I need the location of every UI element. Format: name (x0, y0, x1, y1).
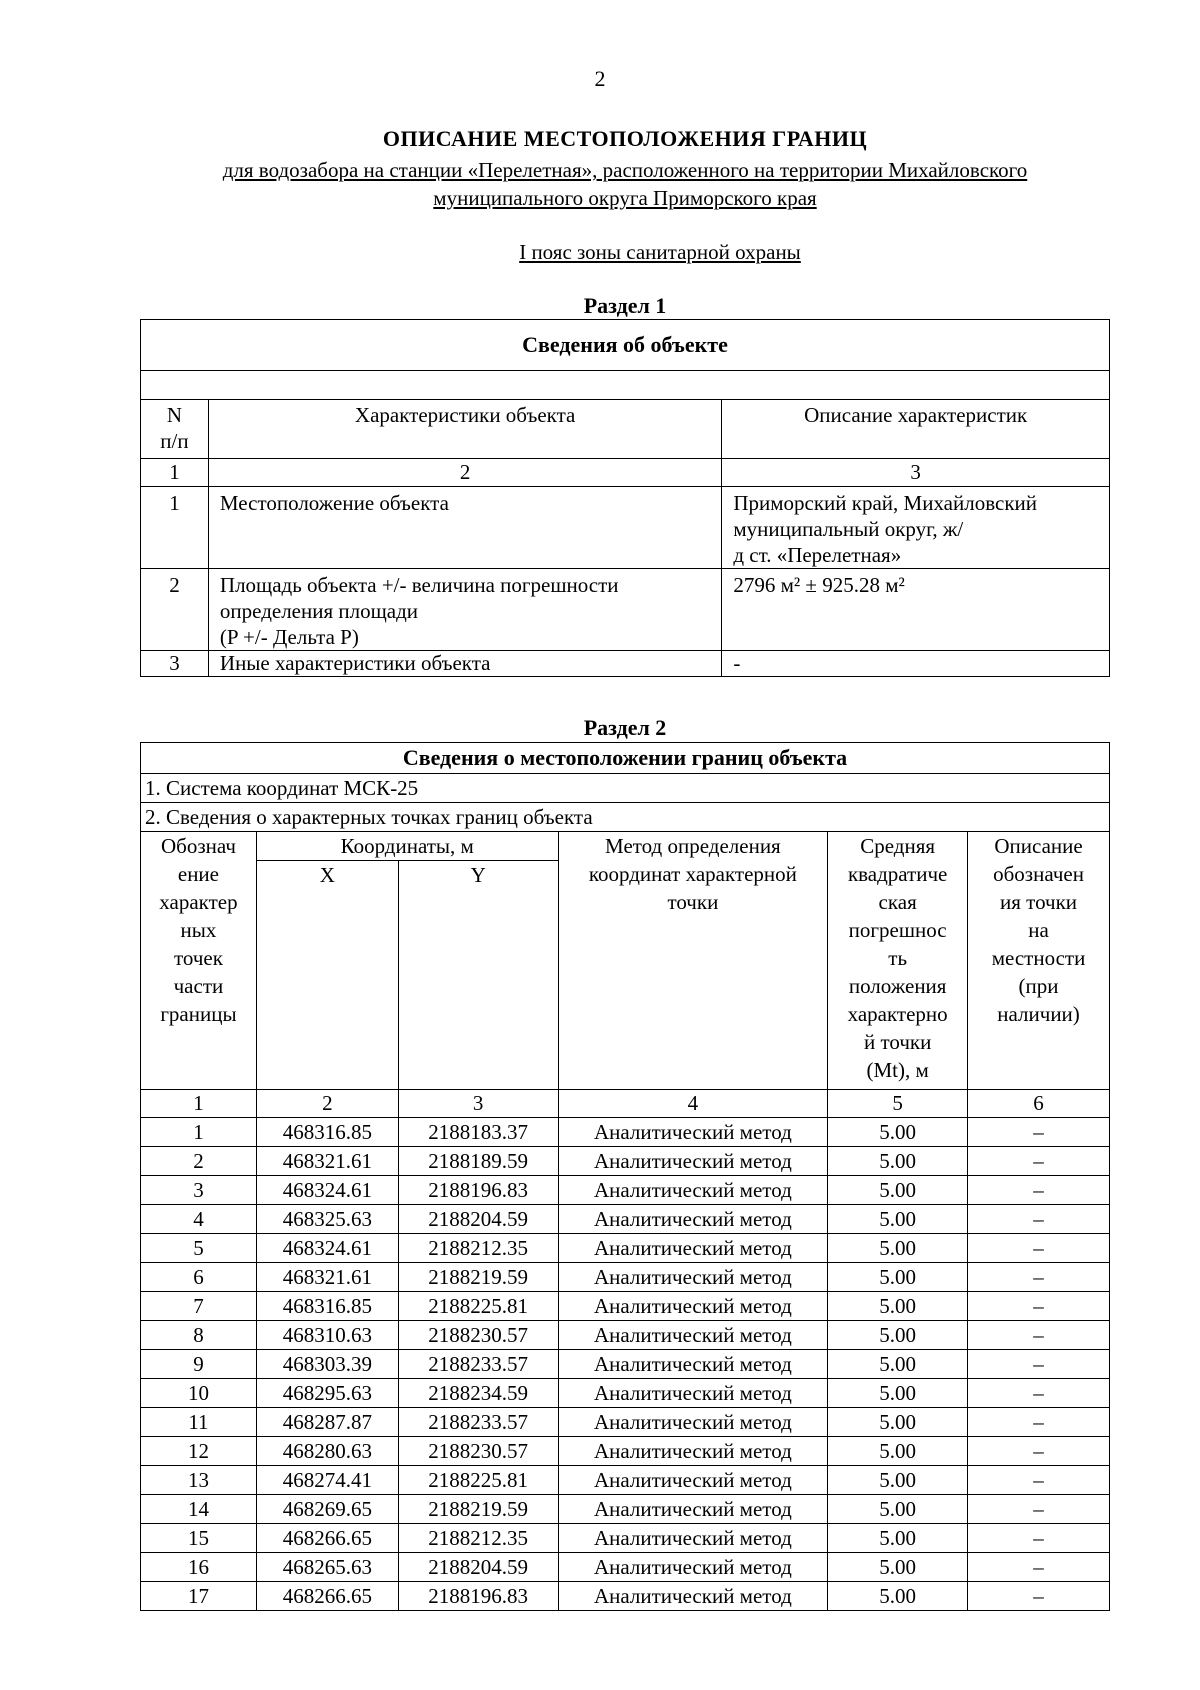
table-row (141, 1118, 1110, 1147)
description-line: - (733, 651, 741, 675)
point-description: – (968, 1379, 1110, 1408)
table-row (141, 1495, 1110, 1524)
column-number: 1 (141, 1090, 257, 1118)
column-number: 2 (256, 1090, 398, 1118)
point-method: Аналитический метод (558, 1553, 828, 1582)
point-x: 468280.63 (256, 1437, 398, 1466)
point-method: Аналитический метод (558, 1321, 828, 1350)
point-x: 468321.61 (256, 1147, 398, 1176)
header-coordinates: Координаты, м (256, 832, 558, 861)
characteristic-line: (P +/- Дельта P) (219, 625, 359, 649)
point-y: 2188225.81 (398, 1466, 558, 1495)
header-line: точки (667, 890, 719, 914)
point-x: 468303.39 (256, 1350, 398, 1379)
point-designation: 13 (141, 1466, 257, 1495)
characteristic-line: Площадь объекта +/- величина погрешности (219, 573, 619, 597)
blank-row (141, 371, 1110, 400)
description-cell (722, 487, 1110, 569)
header-line: ть (888, 946, 908, 970)
point-error: 5.00 (828, 1524, 968, 1553)
point-description: – (968, 1118, 1110, 1147)
header-x: X (256, 861, 398, 1090)
column-number: 1 (141, 459, 209, 487)
table-row (141, 1147, 1110, 1176)
point-error: 5.00 (828, 1350, 968, 1379)
characteristic-cell (208, 569, 721, 651)
point-description: – (968, 1292, 1110, 1321)
point-method: Аналитический метод (558, 1147, 828, 1176)
document-subtitle (140, 156, 1110, 212)
header-line: точек (173, 946, 223, 970)
point-x: 468325.63 (256, 1205, 398, 1234)
characteristic-line: определения площади (219, 599, 419, 623)
header-number-line-1: N (166, 403, 183, 427)
point-designation: 7 (141, 1292, 257, 1321)
column-number: 3 (722, 459, 1110, 487)
point-y: 2188183.37 (398, 1118, 558, 1147)
header-line: Метод определения (605, 834, 781, 858)
point-description: – (968, 1176, 1110, 1205)
point-designation: 2 (141, 1147, 257, 1176)
point-designation: 11 (141, 1408, 257, 1437)
point-description: – (968, 1553, 1110, 1582)
coordinate-system: 1. Система координат МСК-25 (141, 774, 1110, 803)
description-line: Приморский край, Михайловский (733, 491, 1038, 515)
point-y: 2188212.35 (398, 1524, 558, 1553)
point-designation: 12 (141, 1437, 257, 1466)
point-x: 468266.65 (256, 1524, 398, 1553)
header-error (828, 832, 968, 1090)
header-point-description (968, 832, 1110, 1090)
point-error: 5.00 (828, 1234, 968, 1263)
header-line: (при (1018, 974, 1059, 998)
point-method: Аналитический метод (558, 1437, 828, 1466)
point-designation: 5 (141, 1234, 257, 1263)
table-row (141, 1292, 1110, 1321)
table-row (141, 1205, 1110, 1234)
header-line: ных (180, 918, 217, 942)
table-row (141, 1466, 1110, 1495)
point-y: 2188234.59 (398, 1379, 558, 1408)
point-error: 5.00 (828, 1263, 968, 1292)
point-y: 2188196.83 (398, 1582, 558, 1611)
point-designation: 16 (141, 1553, 257, 1582)
point-x: 468324.61 (256, 1234, 398, 1263)
header-line: й точки (863, 1030, 932, 1054)
column-number: 4 (558, 1090, 828, 1118)
point-error: 5.00 (828, 1118, 968, 1147)
header-line: координат характерной (588, 862, 797, 886)
characteristic-line: Местоположение объекта (219, 491, 449, 515)
point-y: 2188225.81 (398, 1292, 558, 1321)
table-row (141, 487, 1110, 569)
header-line: обозначен (993, 862, 1084, 886)
point-y: 2188233.57 (398, 1350, 558, 1379)
table-row (141, 1408, 1110, 1437)
header-number (141, 400, 209, 459)
header-description: Описание характеристик (722, 400, 1110, 459)
point-designation: 15 (141, 1524, 257, 1553)
point-error: 5.00 (828, 1582, 968, 1611)
point-description: – (968, 1466, 1110, 1495)
point-error: 5.00 (828, 1379, 968, 1408)
point-x: 468295.63 (256, 1379, 398, 1408)
description-cell (722, 651, 1110, 677)
table-row (141, 1582, 1110, 1611)
table-row (141, 1350, 1110, 1379)
points-info: 2. Сведения о характерных точках границ объекта (141, 803, 1110, 832)
column-number: 5 (828, 1090, 968, 1118)
point-error: 5.00 (828, 1437, 968, 1466)
point-x: 468265.63 (256, 1553, 398, 1582)
table-row (141, 651, 1110, 677)
point-method: Аналитический метод (558, 1176, 828, 1205)
point-method: Аналитический метод (558, 1466, 828, 1495)
point-y: 2188219.59 (398, 1495, 558, 1524)
description-line: 2796 м² ± 925.28 м² (733, 573, 905, 597)
point-description: – (968, 1582, 1110, 1611)
header-method (558, 832, 828, 1090)
point-method: Аналитический метод (558, 1495, 828, 1524)
description-line: д ст. «Перелетная» (733, 543, 902, 567)
point-x: 468274.41 (256, 1466, 398, 1495)
point-error: 5.00 (828, 1292, 968, 1321)
object-info-title: Сведения об объекте (141, 320, 1110, 371)
point-error: 5.00 (828, 1466, 968, 1495)
point-method: Аналитический метод (558, 1582, 828, 1611)
point-y: 2188196.83 (398, 1176, 558, 1205)
subtitle-line-2: муниципального округа Приморского края (433, 186, 817, 210)
section-1-heading: Раздел 1 (583, 293, 667, 318)
header-line: Обознач (160, 834, 236, 858)
point-x: 468310.63 (256, 1321, 398, 1350)
point-designation: 3 (141, 1176, 257, 1205)
table-row (141, 1234, 1110, 1263)
point-method: Аналитический метод (558, 1379, 828, 1408)
point-method: Аналитический метод (558, 1408, 828, 1437)
subtitle-line-1: для водозабора на станции «Перелетная», расположенного на территории Михайловского (222, 158, 1028, 182)
boundary-points-table (140, 742, 1110, 1611)
point-description: – (968, 1147, 1110, 1176)
header-line: границы (160, 1002, 237, 1026)
point-x: 468287.87 (256, 1408, 398, 1437)
table-row (141, 1176, 1110, 1205)
point-y: 2188219.59 (398, 1263, 558, 1292)
header-number-line-2: п/п (160, 429, 189, 453)
header-line: местности (991, 946, 1086, 970)
point-description: – (968, 1263, 1110, 1292)
point-description: – (968, 1205, 1110, 1234)
point-designation: 1 (141, 1118, 257, 1147)
header-line: характер (159, 890, 238, 914)
point-x: 468316.85 (256, 1292, 398, 1321)
point-designation: 14 (141, 1495, 257, 1524)
point-y: 2188230.57 (398, 1321, 558, 1350)
document-title: ОПИСАНИЕ МЕСТОПОЛОЖЕНИЯ ГРАНИЦ (382, 126, 868, 151)
point-designation: 4 (141, 1205, 257, 1234)
table-row (141, 1321, 1110, 1350)
table-row (141, 1553, 1110, 1582)
point-error: 5.00 (828, 1408, 968, 1437)
point-method: Аналитический метод (558, 1205, 828, 1234)
point-error: 5.00 (828, 1553, 968, 1582)
point-method: Аналитический метод (558, 1350, 828, 1379)
header-line: характерно (847, 1002, 948, 1026)
point-description: – (968, 1408, 1110, 1437)
point-x: 468321.61 (256, 1263, 398, 1292)
description-cell (722, 569, 1110, 651)
point-description: – (968, 1437, 1110, 1466)
row-number: 2 (141, 569, 209, 651)
point-x: 468266.65 (256, 1582, 398, 1611)
point-y: 2188204.59 (398, 1553, 558, 1582)
header-characteristics: Характеристики объекта (208, 400, 721, 459)
point-designation: 9 (141, 1350, 257, 1379)
header-line: (Mt), м (866, 1058, 929, 1082)
header-line: Описание (994, 834, 1083, 858)
table-row (141, 1437, 1110, 1466)
point-y: 2188233.57 (398, 1408, 558, 1437)
header-line: квадратиче (847, 862, 948, 886)
point-error: 5.00 (828, 1147, 968, 1176)
point-designation: 10 (141, 1379, 257, 1408)
characteristic-cell (208, 487, 721, 569)
header-line: ение (177, 862, 219, 886)
sanitary-zone-belt: I пояс зоны санитарной охраны (519, 240, 801, 264)
point-designation: 17 (141, 1582, 257, 1611)
boundary-info-title: Сведения о местоположении границ объекта (141, 743, 1110, 774)
point-y: 2188204.59 (398, 1205, 558, 1234)
section-2-heading: Раздел 2 (583, 715, 667, 740)
object-info-table (140, 319, 1110, 677)
table-row (141, 1379, 1110, 1408)
point-description: – (968, 1234, 1110, 1263)
point-method: Аналитический метод (558, 1234, 828, 1263)
column-number: 2 (208, 459, 721, 487)
point-error: 5.00 (828, 1321, 968, 1350)
header-line: на (1028, 918, 1049, 942)
table-row (141, 1263, 1110, 1292)
point-x: 468324.61 (256, 1176, 398, 1205)
point-method: Аналитический метод (558, 1292, 828, 1321)
point-description: – (968, 1350, 1110, 1379)
point-method: Аналитический метод (558, 1263, 828, 1292)
point-y: 2188189.59 (398, 1147, 558, 1176)
characteristic-line: Иные характеристики объекта (219, 651, 491, 675)
description-line: муниципальный округ, ж/ (733, 517, 964, 541)
column-number: 3 (398, 1090, 558, 1118)
point-error: 5.00 (828, 1495, 968, 1524)
point-description: – (968, 1321, 1110, 1350)
characteristic-cell (208, 651, 721, 677)
point-x: 468269.65 (256, 1495, 398, 1524)
header-line: погрешнос (848, 918, 947, 942)
header-line: положения (848, 974, 947, 998)
page-number: 2 (594, 66, 606, 91)
point-method: Аналитический метод (558, 1118, 828, 1147)
point-description: – (968, 1524, 1110, 1553)
header-y: Y (398, 861, 558, 1090)
row-number: 3 (141, 651, 209, 677)
point-designation: 6 (141, 1263, 257, 1292)
header-line: части (173, 974, 224, 998)
header-line: Средняя (860, 834, 936, 858)
point-method: Аналитический метод (558, 1524, 828, 1553)
point-error: 5.00 (828, 1176, 968, 1205)
point-description: – (968, 1495, 1110, 1524)
row-number: 1 (141, 487, 209, 569)
header-designation (141, 832, 257, 1090)
point-error: 5.00 (828, 1205, 968, 1234)
header-line: ская (878, 890, 917, 914)
points-body (141, 1118, 1110, 1611)
header-line: наличии) (997, 1002, 1080, 1026)
header-line: ия точки (1000, 890, 1078, 914)
point-x: 468316.85 (256, 1118, 398, 1147)
table-row (141, 569, 1110, 651)
table-row (141, 1524, 1110, 1553)
point-y: 2188212.35 (398, 1234, 558, 1263)
point-designation: 8 (141, 1321, 257, 1350)
column-number: 6 (968, 1090, 1110, 1118)
point-y: 2188230.57 (398, 1437, 558, 1466)
